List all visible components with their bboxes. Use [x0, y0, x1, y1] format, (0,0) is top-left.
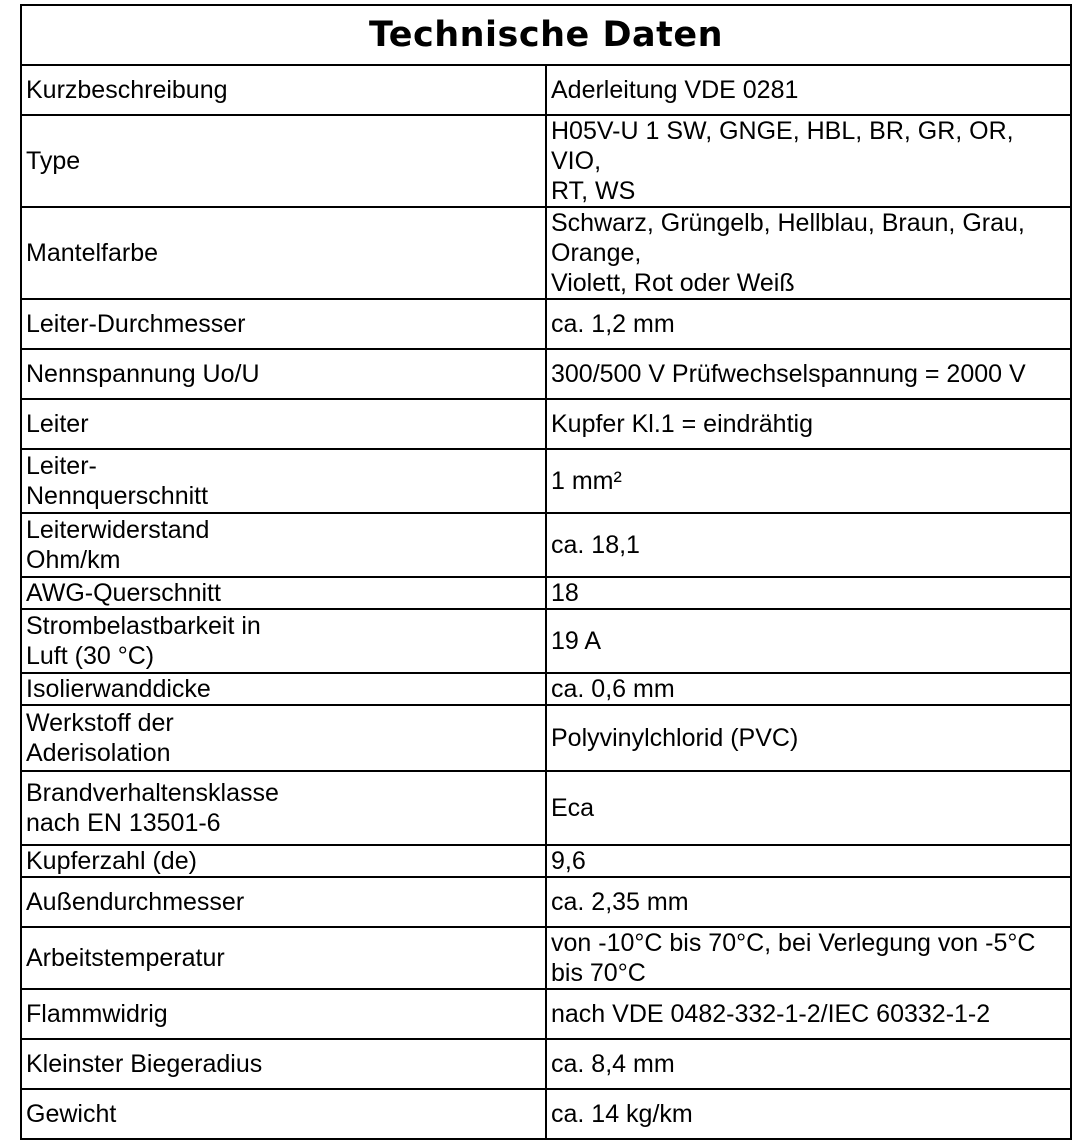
row-label: Leiterwiderstand Ohm/km	[21, 513, 546, 577]
row-label: Isolierwanddicke	[21, 673, 546, 705]
row-label: Kleinster Biegeradius	[21, 1039, 546, 1089]
table-row	[21, 299, 1071, 349]
row-label: Nennspannung Uo/U	[21, 349, 546, 399]
row-value: 1 mm²	[546, 449, 1071, 513]
row-value: Schwarz, Grüngelb, Hellblau, Braun, Grau, Orange, Violett, Rot oder Weiß	[546, 207, 1071, 299]
table-row	[21, 877, 1071, 927]
table-row	[21, 577, 1071, 609]
title-row	[21, 5, 1071, 65]
row-label: Kurzbeschreibung	[21, 65, 546, 115]
table-row	[21, 399, 1071, 449]
row-value: 19 A	[546, 609, 1071, 673]
row-label: Arbeitstemperatur	[21, 927, 546, 989]
row-value: 9,6	[546, 845, 1071, 877]
table-row	[21, 989, 1071, 1039]
row-label: Type	[21, 115, 546, 207]
row-value: ca. 8,4 mm	[546, 1039, 1071, 1089]
row-value: Polyvinylchlorid (PVC)	[546, 705, 1071, 771]
row-value: Kupfer Kl.1 = eindrähtig	[546, 399, 1071, 449]
row-label: AWG-Querschnitt	[21, 577, 546, 609]
row-label: Gewicht	[21, 1089, 546, 1139]
row-label: Leiter	[21, 399, 546, 449]
row-value: ca. 1,2 mm	[546, 299, 1071, 349]
row-value: ca. 14 kg/km	[546, 1089, 1071, 1139]
row-value: Aderleitung VDE 0281	[546, 65, 1071, 115]
row-label: Kupferzahl (de)	[21, 845, 546, 877]
table-row	[21, 65, 1071, 115]
row-label: Leiter- Nennquerschnitt	[21, 449, 546, 513]
table-row	[21, 705, 1071, 771]
table-row	[21, 449, 1071, 513]
row-value: ca. 0,6 mm	[546, 673, 1071, 705]
table-row	[21, 673, 1071, 705]
row-label: Flammwidrig	[21, 989, 546, 1039]
row-value: ca. 2,35 mm	[546, 877, 1071, 927]
row-label: Strombelastbarkeit in Luft (30 °C)	[21, 609, 546, 673]
row-value: 18	[546, 577, 1071, 609]
table-row	[21, 609, 1071, 673]
table-row	[21, 1039, 1071, 1089]
row-value: 300/500 V Prüfwechselspannung = 2000 V	[546, 349, 1071, 399]
technical-data-table	[20, 4, 1072, 1140]
table-title: Technische Daten	[21, 5, 1071, 65]
row-label: Werkstoff der Aderisolation	[21, 705, 546, 771]
row-label: Außendurchmesser	[21, 877, 546, 927]
table-row	[21, 845, 1071, 877]
table-row	[21, 1089, 1071, 1139]
table-row	[21, 349, 1071, 399]
table-row	[21, 207, 1071, 299]
row-label: Mantelfarbe	[21, 207, 546, 299]
table-row	[21, 927, 1071, 989]
row-value: H05V-U 1 SW, GNGE, HBL, BR, GR, OR, VIO, RT, WS	[546, 115, 1071, 207]
table-row	[21, 771, 1071, 845]
row-value: Eca	[546, 771, 1071, 845]
row-value: von -10°C bis 70°C, bei Verlegung von -5°C bis 70°C	[546, 927, 1071, 989]
table-row	[21, 513, 1071, 577]
row-value: ca. 18,1	[546, 513, 1071, 577]
row-value: nach VDE 0482-332-1-2/IEC 60332-1-2	[546, 989, 1071, 1039]
table-row	[21, 115, 1071, 207]
row-label: Leiter-Durchmesser	[21, 299, 546, 349]
row-label: Brandverhaltensklasse nach EN 13501-6	[21, 771, 546, 845]
